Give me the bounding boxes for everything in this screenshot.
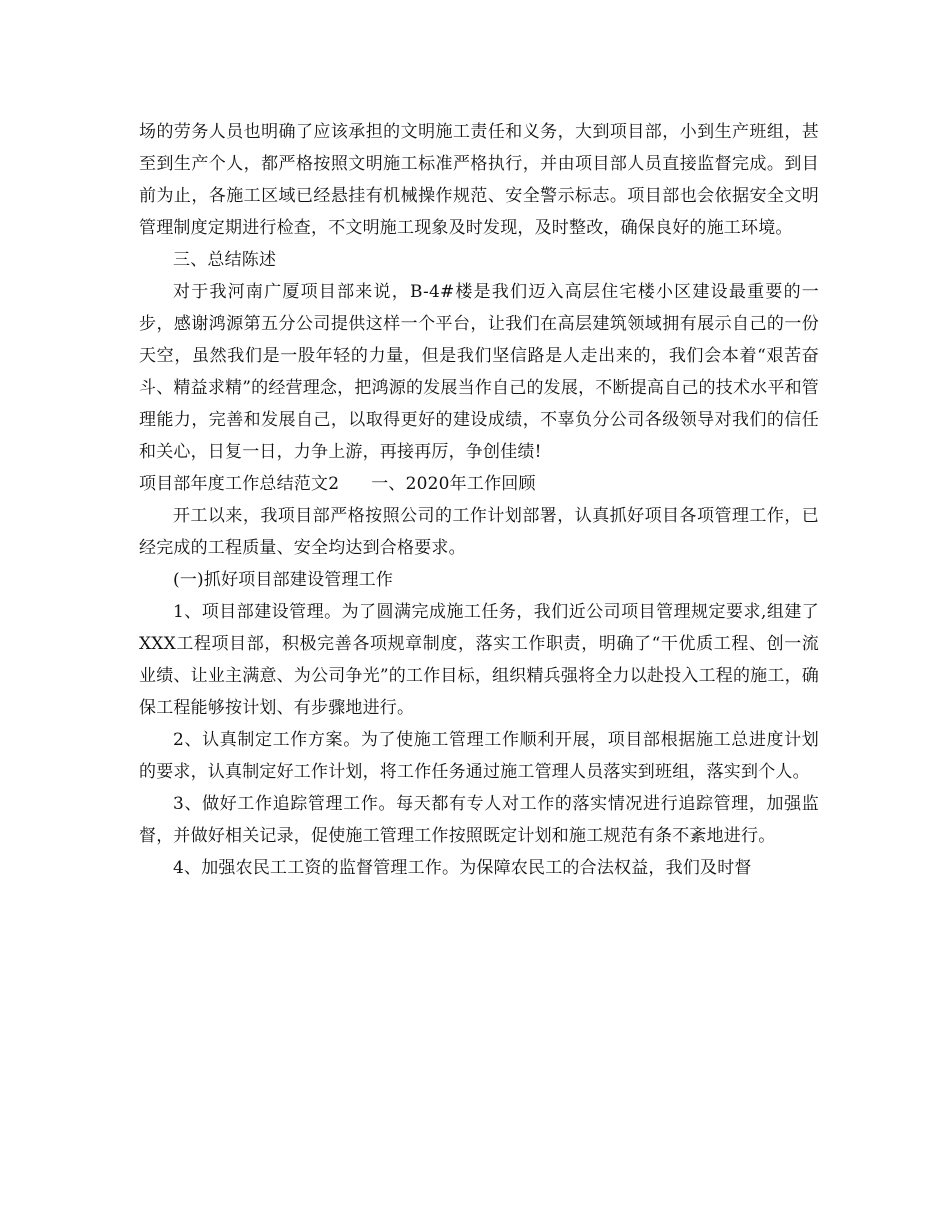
paragraph-item-4: 4、加强农民工工资的监督管理工作。为保障农民工的合法权益，我们及时督 <box>173 858 752 878</box>
paragraph-since-start: 开工以来，我项目部严格按照公司的工作计划部署，认真抓好项目各项管理工作，已经完成的工程质量、安全均达到合格要求。 <box>139 506 819 558</box>
heading-project-management: (一)抓好项目部建设管理工作 <box>173 570 394 590</box>
section-heading-line <box>139 468 819 500</box>
heading-summary: 三、总结陈述 <box>173 250 277 270</box>
paragraph-summary: 对于我河南广厦项目部来说，B-4#楼是我们迈入高层住宅楼小区建设最重要的一步，感谢鸿源第五分公司提供这样一个平台，让我们在高层建筑领域拥有展示自己的一份天空，虽然我们是一股年轻的力量，但是我们坚信路是人走出来的，我们会本着“艰苦奋斗、精益求精”的经营理念，把鸿源的发展当作自己的发展，不断提高自己的技术水平和管理能力，完善和发展自己，以取得更好的建设成绩，不辜负分公司各级领导对我们的信任和关心，日复一日，力争上游，再接再厉，争创佳绩! <box>139 282 819 462</box>
paragraph-item-2: 2、认真制定工作方案。为了使施工管理工作顺利开展，项目部根据施工总进度计划的要求，认真制定好工作计划，将工作任务通过施工管理人员落实到班组，落实到个人。 <box>139 730 819 782</box>
document-body <box>139 116 819 884</box>
section-subtitle: 一、2020年工作回顾 <box>371 474 536 494</box>
paragraph-civilized-construction: 场的劳务人员也明确了应该承担的文明施工责任和义务，大到项目部，小到生产班组，甚至到生产个人，都严格按照文明施工标准严格执行，并由项目部人员直接监督完成。到目前为止，各施工区域已经悬挂有机械操作规范、安全警示标志。项目部也会依据安全文明管理制度定期进行检查，不文明施工现象及时发现，及时整改，确保良好的施工环境。 <box>139 122 819 238</box>
paragraph-item-1: 1、项目部建设管理。为了圆满完成施工任务，我们近公司项目管理规定要求,组建了XXX工程项目部，积极完善各项规章制度，落实工作职责，明确了“干优质工程、创一流业绩、让业主满意、为公司争光”的工作目标，组织精兵强将全力以赴投入工程的施工，确保工程能够按计划、有步骤地进行。 <box>139 602 819 718</box>
section-title: 项目部年度工作总结范文2 <box>139 474 340 494</box>
paragraph-item-3: 3、做好工作追踪管理工作。每天都有专人对工作的落实情况进行追踪管理，加强监督，并做好相关记录，促使施工管理工作按照既定计划和施工规范有条不紊地进行。 <box>139 794 819 846</box>
